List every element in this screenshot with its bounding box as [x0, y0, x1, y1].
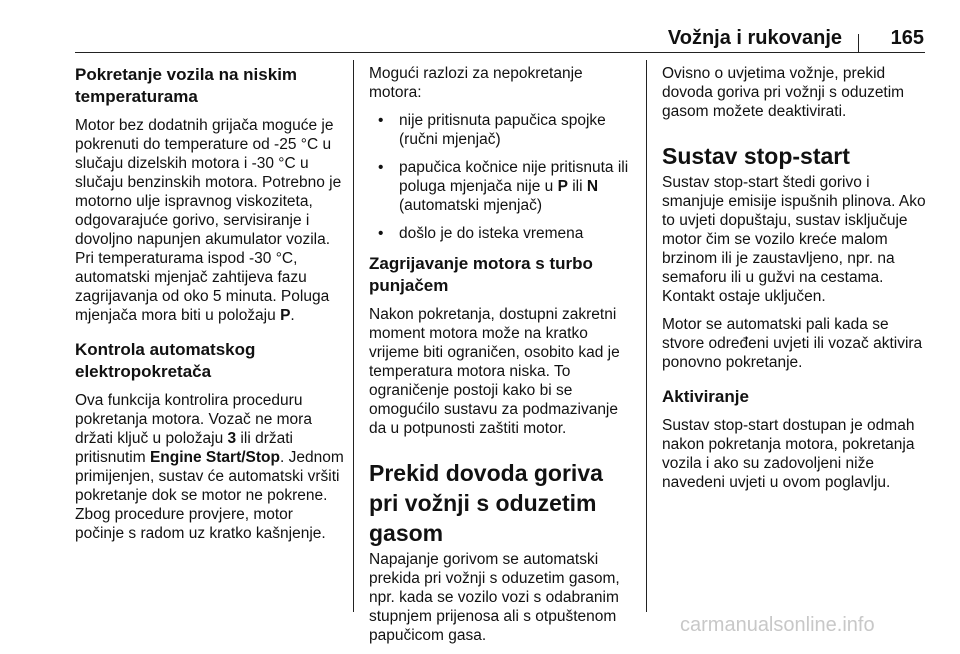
column-divider-2	[646, 60, 647, 612]
paragraph-fuel-cutoff: Napajanje gorivom se automatski prekida pri vožnji s oduzetim gasom, npr. kada se vozilo vozi s odabranim stupnjem prijenosa ali s otpuštenom papučicom gasa.	[369, 551, 620, 644]
column-1	[75, 64, 345, 552]
paragraph-activation: Sustav stop-start dostupan je odmah nakon pokretanja motora, pokretanja vozila i ako su zadovoljeni niže navedeni uvjeti u ovom poglavlju.	[662, 417, 915, 491]
heading-low-temperature: Pokretanje vozila na niskim temperaturama	[75, 65, 298, 106]
key-position-label: 3	[227, 430, 237, 447]
low-temp-text: Motor bez dodatnih grijača moguće je pokrenuti do temperature od -25 °C u slučaju dizelskih motora i -30 °C u slučaju benzinskih motora. Potrebno je motorno ulje ispravnog viskoziteta, odgovarajuće gorivo, servisiranje i dovoljno napunjen akumulator vozila. Pri temperaturama ispod -30 °C, automatski mjenjač zahtijeva fazu zagrijavanja od oko 5 minuta. Poluga mjenjača mora biti u položaju	[75, 117, 342, 324]
paragraph-turbo-warmup: Nakon pokretanja, dostupni zakretni moment motora može na kratko vrijeme biti ograničen, osobito kad je temperatura motora niska. To ograničenje postoji kako bi se omogućilo sustavu za podmazivanje da u potpunosti zaštiti motor.	[369, 306, 620, 437]
b2-text-a: papučica kočnice nije pritisnuta ili poluga mjenjača nije u	[399, 159, 629, 195]
heading-activation: Aktiviranje	[662, 387, 749, 406]
heading-turbo-warmup: Zagrijavanje motora s turbo punjačem	[369, 254, 593, 295]
heading-starter-control: Kontrola automatskog elektropokretača	[75, 340, 256, 381]
control-text-c: . Jednom primijenjen, sustav će automatski vršiti pokretanje dok se motor ne pokrene. Zbog procedure provjere, motor počinje s radom uz kratko kašnjenje.	[75, 449, 344, 542]
list-item: • došlo je do isteka vremena	[369, 224, 635, 243]
paragraph-stop-start-1: Sustav stop-start štedi gorivo i smanjuje emisije ispušnih plinova. Ako to uvjeti dopuštaju, sustav isključuje motor čim se vozilo kreće malom brzinom ili je zaustavljeno, npr. na semaforu ili u gužvi na cestama. Kontakt ostaje uključen.	[662, 174, 926, 305]
heading-stop-start: Sustav stop-start	[662, 143, 850, 169]
header-title: Vožnja i rukovanje	[667, 27, 842, 49]
list-item: • nije pritisnuta papučica spojke (ručni mjenjač)	[369, 111, 635, 149]
reasons-list	[369, 111, 635, 243]
watermark: carmanualsonline.info	[680, 614, 875, 636]
b2-text-c: (automatski mjenjač)	[399, 197, 542, 214]
page-number: 165	[890, 27, 924, 49]
paragraph-fuel-cutoff-continued: Ovisno o uvjetima vožnje, prekid dovoda goriva pri vožnji s oduzetim gasom možete deaktivirati.	[662, 65, 905, 120]
header-rule	[75, 52, 925, 53]
gear-n-label: N	[586, 178, 599, 195]
gear-p-label: P	[557, 178, 568, 195]
b2-text-b: ili	[567, 178, 587, 195]
column-2	[369, 64, 635, 654]
header-tick-divider	[858, 34, 859, 52]
heading-fuel-cutoff: Prekid dovoda goriva pri vožnji s oduzetim gasom	[369, 460, 603, 546]
paragraph-low-temperature	[75, 116, 345, 325]
list-item	[369, 158, 635, 215]
paragraph-stop-start-2: Motor se automatski pali kada se stvore određeni uvjeti ili vozač aktivira ponovno pokretanje.	[662, 316, 923, 371]
column-3	[662, 64, 928, 501]
low-temp-end: .	[290, 307, 295, 324]
engine-start-stop-label: Engine Start/Stop	[149, 449, 280, 466]
paragraph-starter-control	[75, 391, 345, 543]
control-text-a: Ova funkcija kontrolira proceduru pokretanja motora. Vozač ne mora držati ključ u položaju	[75, 392, 312, 447]
paragraph-reasons: Mogući razlozi za nepokretanje motora:	[369, 65, 583, 101]
control-text-b: ili držati pritisnutim	[75, 430, 293, 466]
gear-p-label: P	[280, 307, 291, 324]
column-divider-1	[353, 60, 354, 612]
